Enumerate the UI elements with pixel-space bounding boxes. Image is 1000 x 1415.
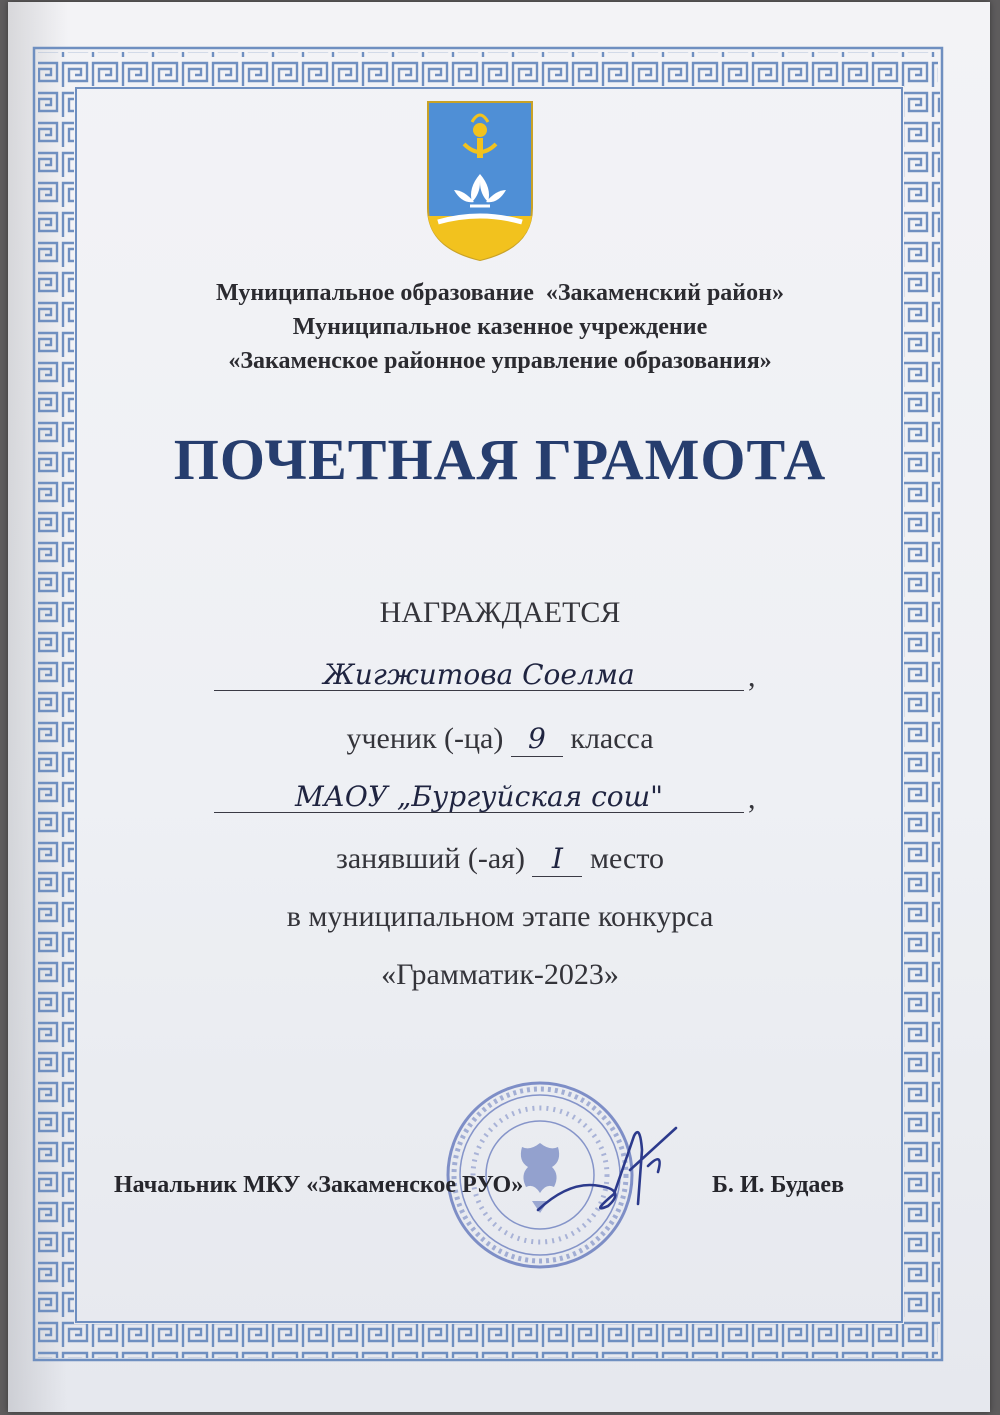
certificate-title: ПОЧЕТНАЯ ГРАМОТА <box>173 427 827 492</box>
header-line-3: «Закаменское районное управление образования» <box>228 348 772 374</box>
awarded-label: НАГРАЖДАЕТСЯ <box>379 596 621 629</box>
stage-line: в муниципальном этапе конкурса <box>286 900 714 933</box>
student-name: Жигжитова Соелма <box>323 658 635 691</box>
school-comma: , <box>748 782 756 815</box>
signatory-name: Б. И. Будаев <box>712 1172 845 1198</box>
signature-icon <box>530 1110 690 1220</box>
grade-line <box>0 722 1000 757</box>
class-label: класса <box>570 722 654 755</box>
school-name: МАОУ „Бургуйская сош" <box>294 780 664 813</box>
name-comma: , <box>748 660 756 693</box>
grade-value: 9 <box>527 722 546 755</box>
coat-of-arms-icon <box>424 98 536 264</box>
header-line-2: Муниципальное казенное учреждение <box>292 314 708 340</box>
place-value: I <box>551 842 563 875</box>
place-prefix: занявший (-ая) <box>335 842 525 875</box>
signatory-position: Начальник МКУ «Закаменское РУО» <box>114 1172 524 1198</box>
student-prefix: ученик (-ца) <box>346 722 504 755</box>
place-line <box>0 842 1000 877</box>
place-field <box>532 842 582 877</box>
place-label: место <box>589 842 665 875</box>
header-line-1: Муниципальное образование «Закаменский район» <box>216 280 784 306</box>
contest-name: «Грамматик-2023» <box>381 958 619 991</box>
header <box>0 276 1000 378</box>
grade-field <box>511 722 563 757</box>
